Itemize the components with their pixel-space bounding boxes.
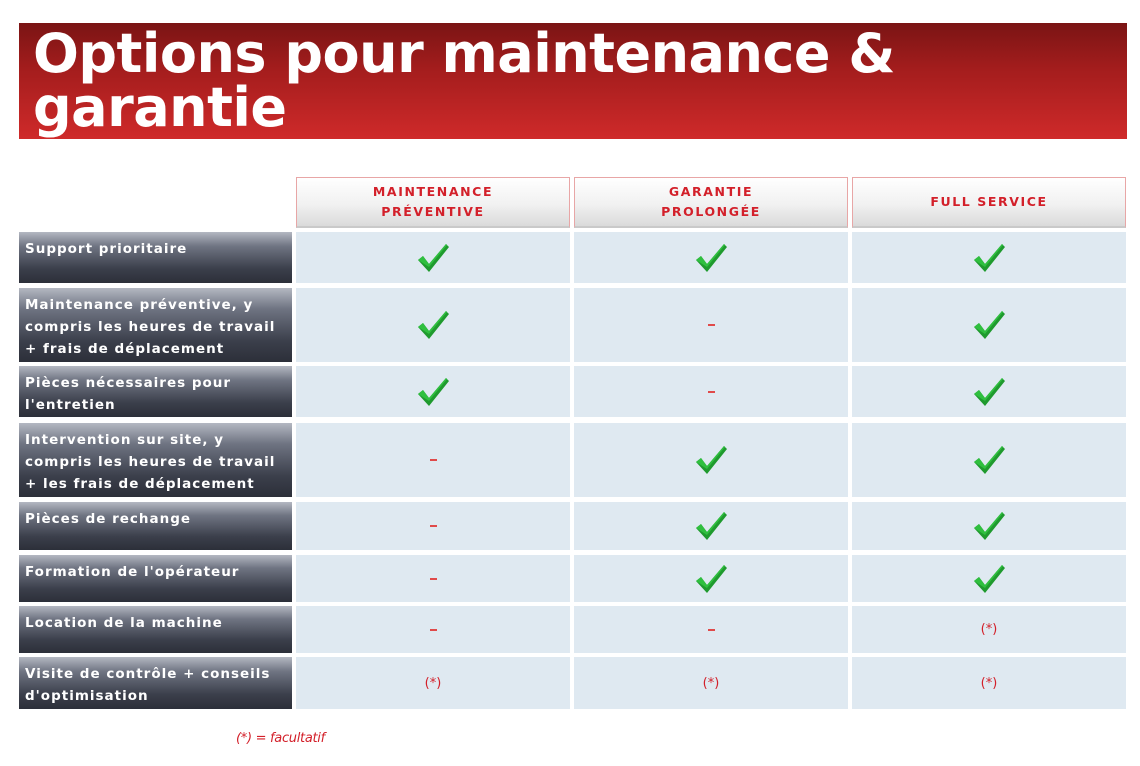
table-cell [574, 423, 848, 497]
table-cell [296, 502, 570, 550]
checkmark-icon [971, 509, 1007, 543]
row-label [19, 232, 292, 283]
table-cell [296, 606, 570, 653]
checkmark-icon [415, 308, 451, 342]
row-label [19, 423, 292, 497]
table-cell [852, 423, 1126, 497]
table-cell [574, 502, 848, 550]
column-header-line2: PRÉVENTIVE [381, 204, 485, 219]
checkmark-icon [971, 241, 1007, 275]
column-header-label: FULL SERVICE [930, 194, 1048, 209]
row-label-text: Location de la machine [25, 615, 223, 631]
checkmark-icon [971, 443, 1007, 477]
not-included-dash [430, 525, 437, 527]
checkmark-icon [693, 509, 729, 543]
column-header-full-service [852, 177, 1126, 228]
checkmark-icon [971, 562, 1007, 596]
checkmark-icon [971, 375, 1007, 409]
table-cell [296, 288, 570, 362]
not-included-dash [430, 629, 437, 631]
not-included-dash [430, 459, 437, 461]
checkmark-icon [693, 241, 729, 275]
row-label-text: Maintenance préventive, y compris les heures de travail + frais de déplacement [25, 297, 276, 357]
table-cell [852, 606, 1126, 653]
page-title: Options pour maintenance & garantie [33, 22, 895, 139]
table-cell [574, 657, 848, 709]
optional-marker: (*) [702, 675, 720, 691]
title-banner [19, 23, 1127, 139]
optional-marker: (*) [980, 675, 998, 691]
row-label-text: Pièces nécessaires pour l'entretien [25, 375, 232, 413]
checkmark-icon [971, 308, 1007, 342]
table-cell [574, 232, 848, 283]
checkmark-icon [693, 443, 729, 477]
table-cell [852, 288, 1126, 362]
column-header-garantie [574, 177, 848, 228]
row-label-text: Formation de l'opérateur [25, 564, 240, 580]
column-header-line1: MAINTENANCE [372, 184, 494, 199]
optional-marker: (*) [980, 622, 998, 637]
table-cell [574, 366, 848, 417]
table-cell [852, 555, 1126, 602]
row-label [19, 288, 292, 362]
column-header-label [661, 182, 761, 222]
row-label [19, 502, 292, 550]
table-cell [296, 232, 570, 283]
not-included-dash [708, 391, 715, 393]
table-cell [296, 657, 570, 709]
row-label [19, 555, 292, 602]
row-label [19, 366, 292, 417]
table-cell [574, 606, 848, 653]
not-included-dash [708, 324, 715, 326]
row-label [19, 657, 292, 709]
not-included-dash [430, 578, 437, 580]
column-header-label [373, 182, 493, 222]
column-header-maintenance [296, 177, 570, 228]
table-cell [852, 657, 1126, 709]
row-label-text: Support prioritaire [25, 241, 188, 257]
table-cell [852, 232, 1126, 283]
table-cell [574, 288, 848, 362]
checkmark-icon [693, 562, 729, 596]
row-label [19, 606, 292, 653]
column-header-line1: GARANTIE [668, 184, 754, 199]
table-cell [296, 423, 570, 497]
row-label-text: Pièces de rechange [25, 511, 192, 527]
column-header-line2: PROLONGÉE [661, 204, 761, 219]
not-included-dash [708, 629, 715, 631]
row-label-text: Visite de contrôle + conseils d'optimisation [25, 666, 271, 704]
table-cell [852, 502, 1126, 550]
table-cell [852, 366, 1126, 417]
table-cell [296, 366, 570, 417]
footnote: (*) = facultatif [236, 731, 325, 746]
checkmark-icon [415, 241, 451, 275]
checkmark-icon [415, 375, 451, 409]
optional-marker: (*) [424, 675, 442, 691]
table-cell [296, 555, 570, 602]
table-cell [574, 555, 848, 602]
row-label-text: Intervention sur site, y compris les heures de travail + les frais de déplacement [25, 432, 276, 492]
